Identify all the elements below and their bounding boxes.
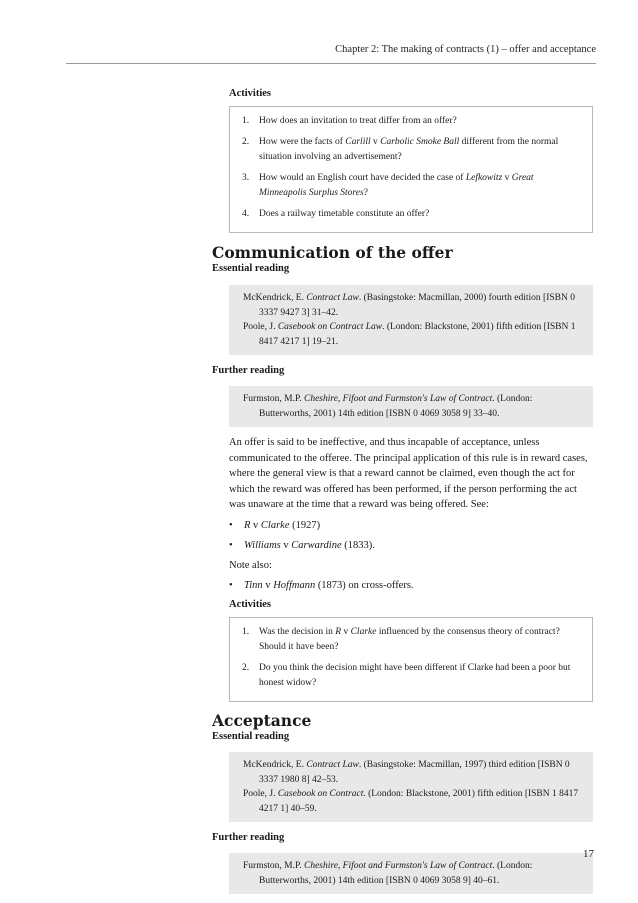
reference: McKendrick, E. Contract Law. (Basingstoke: Macmillan, 1997) third edition [ISBN 0 3337 1980 8] 42–53. [243, 760, 570, 785]
activity-text: Does a railway timetable constitute an offer? [259, 209, 430, 219]
further-reading-label: Further reading [212, 365, 285, 376]
activity-number: 4. [242, 209, 250, 219]
note-label: Note also: [229, 559, 272, 571]
further-reading-box [229, 853, 593, 894]
activity-number: 2. [242, 663, 250, 673]
essential-reading-label: Essential reading [212, 263, 290, 274]
activities-label: Activities [229, 88, 271, 99]
activity-number: 3. [242, 173, 250, 183]
reference: Furmston, M.P. Cheshire, Fifoot and Furmston's Law of Contract. (London: Butterworths, 2001) 14th edition [ISBN 0 4069 3058 9] 40–61. [243, 861, 533, 886]
activity-number: 2. [242, 137, 250, 147]
essential-reading-label: Essential reading [212, 731, 290, 742]
case-item: • Williams v Carwardine (1833). [229, 539, 375, 551]
activity-text: Do you think the decision might have been different if Clarke had been a poor but honest widow? [259, 663, 571, 688]
activity-text: How does an invitation to treat differ from an offer? [259, 116, 457, 126]
activity-item [242, 114, 582, 129]
case-list [212, 578, 595, 593]
section-heading-acceptance: Acceptance [212, 711, 312, 730]
page-number: 17 [583, 848, 594, 860]
further-reading-label: Further reading [212, 832, 285, 843]
essential-reading-box [229, 752, 593, 822]
page-content [212, 88, 595, 894]
case-list [212, 518, 595, 553]
activity-item [242, 661, 582, 691]
activities-label: Activities [229, 599, 271, 610]
activity-text: Was the decision in R v Clarke influenced by the consensus theory of contract? Should it have been? [259, 627, 560, 652]
activity-item [242, 171, 582, 201]
further-reading-box [229, 386, 593, 427]
activity-number: 1. [242, 116, 250, 126]
activity-item [242, 135, 582, 165]
activities-box [229, 106, 593, 233]
activity-item [242, 625, 582, 655]
activity-number: 1. [242, 627, 250, 637]
case-item: • R v Clarke (1927) [229, 519, 321, 531]
reference: Poole, J. Casebook on Contract Law. (London: Blackstone, 2001) fifth edition [ISBN 1 8417 4217 1] 19–21. [243, 322, 576, 347]
body-paragraph: An offer is said to be ineffective, and thus incapable of acceptance, unless communicated to the offeree. The principal application of this rule is in reward cases, where the general view is that a reward cannot be claimed, even though the act for which the reward was offered has been performed, if the person performing the act was unaware at the time that a reward was being offered. See: [229, 437, 588, 510]
running-header: Chapter 2: The making of contracts (1) – offer and acceptance [66, 44, 596, 64]
activity-text: How were the facts of Carlill v Carbolic Smoke Ball different from the normal situation involving an advertisement? [259, 137, 559, 162]
activity-item [242, 207, 582, 222]
reference: McKendrick, E. Contract Law. (Basingstoke: Macmillan, 2000) fourth edition [ISBN 0 3337 9427 3] 31–42. [243, 293, 575, 318]
reference: Furmston, M.P. Cheshire, Fifoot and Furmston's Law of Contract. (London: Butterworths, 2001) 14th edition [ISBN 0 4069 3058 9] 33–40. [243, 394, 533, 419]
activities-box [229, 617, 593, 702]
essential-reading-box [229, 285, 593, 355]
reference: Poole, J. Casebook on Contract. (London: Blackstone, 2001) fifth edition [ISBN 1 8417 4217 1] 40–59. [243, 789, 579, 814]
activity-text: How would an English court have decided the case of Lefkowitz v Great Minneapolis Surplus Stores? [259, 173, 534, 198]
section-heading-communication: Communication of the offer [212, 243, 453, 262]
case-item: • Tinn v Hoffmann (1873) on cross-offers. [229, 580, 414, 591]
